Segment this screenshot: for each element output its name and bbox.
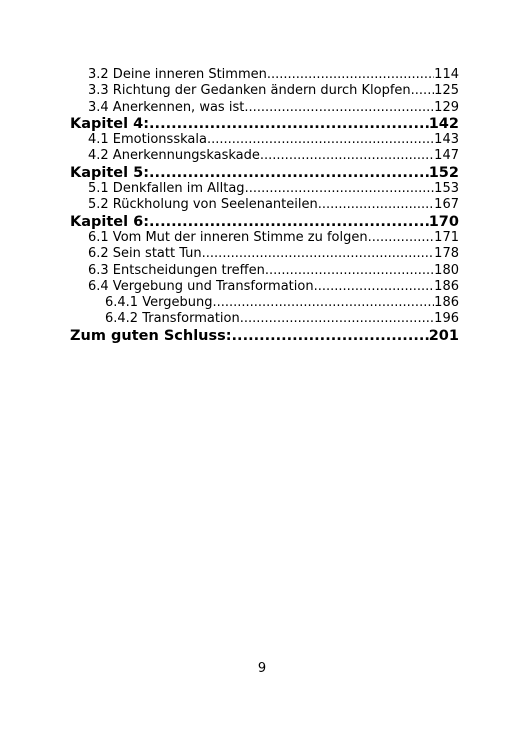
toc-entry-title: Zum guten Schluss: (70, 327, 232, 344)
toc-section-entry (70, 246, 459, 262)
toc-entry-title: 4.2 Anerkennungskaskade (88, 148, 260, 164)
toc-entry-page: 167 (434, 197, 459, 213)
toc-entry-title: 3.4 Anerkennen, was ist (88, 99, 245, 115)
toc-entry-title: Kapitel 5: (70, 164, 150, 181)
toc-section-entry (70, 263, 459, 279)
toc-dot-leader (149, 165, 429, 181)
toc-entry-page: 196 (434, 311, 459, 327)
toc-entry-title: 6.4.2 Transformation (105, 311, 240, 327)
toc-section-entry (70, 67, 459, 83)
toc-entry-page: 186 (434, 295, 459, 311)
toc-dot-leader (368, 230, 435, 246)
toc-entry-page: 171 (434, 229, 459, 245)
toc-dot-leader (265, 263, 434, 279)
toc-chapter-entry (70, 165, 459, 181)
toc-section-entry (70, 148, 459, 164)
toc-section-entry (70, 181, 459, 197)
toc-dot-leader (415, 83, 434, 99)
toc-entry-page: 147 (434, 148, 459, 164)
toc-entry-page: 153 (434, 181, 459, 197)
toc-section-entry (70, 279, 459, 295)
toc-entry-page: 114 (434, 67, 459, 82)
toc-entry-title: 4.1 Emotionsskala (88, 132, 207, 148)
toc-dot-leader (314, 279, 435, 295)
toc-dot-leader (244, 100, 434, 116)
toc-dot-leader (240, 311, 434, 327)
toc-entry-title: 3.3 Richtung der Gedanken ändern durch Klopfen. (88, 83, 415, 99)
toc-dot-leader (318, 197, 434, 213)
toc-entry-title: 6.3 Entscheidungen treffen (88, 262, 265, 278)
toc-dot-leader (267, 67, 434, 83)
toc-dot-leader (260, 148, 434, 164)
toc-entry-title: 6.1 Vom Mut der inneren Stimme zu folgen (88, 229, 368, 245)
toc-entry-page: 186 (434, 278, 459, 294)
toc-entry-title: 5.2 Rückholung von Seelenanteilen (88, 197, 318, 213)
toc-entry-page: 180 (434, 262, 459, 278)
toc-entry-page: 152 (428, 164, 459, 181)
toc-entry-title: 6.4.1 Vergebung (105, 295, 213, 311)
page-number: 9 (257, 661, 267, 676)
toc-entry-title: 5.1 Denkfallen im Alltag (88, 181, 245, 197)
toc-section-entry (70, 197, 459, 213)
toc-dot-leader (232, 328, 429, 344)
toc-entry-page: 143 (434, 132, 459, 148)
toc-section-entry (70, 132, 459, 148)
toc-dot-leader (202, 246, 435, 262)
toc-entry-title: 3.2 Deine inneren Stimmen (88, 67, 267, 82)
toc-chapter-entry (70, 214, 459, 230)
table-of-contents (70, 67, 459, 344)
toc-entry-page: 170 (428, 213, 459, 230)
toc-section-entry (70, 230, 459, 246)
toc-entry-page: 178 (434, 246, 459, 262)
toc-entry-page: 125 (434, 83, 459, 99)
toc-dot-leader (212, 295, 434, 311)
toc-dot-leader (207, 132, 434, 148)
toc-entry-title: 6.4 Vergebung und Transformation (88, 278, 314, 294)
toc-chapter-entry (70, 328, 459, 344)
toc-section-entry (70, 311, 459, 327)
toc-entry-page: 142 (428, 115, 459, 132)
toc-dot-leader (149, 116, 429, 132)
toc-dot-leader (149, 214, 429, 230)
toc-section-entry (70, 100, 459, 116)
toc-chapter-entry (70, 116, 459, 132)
toc-section-entry (70, 295, 459, 311)
toc-entry-title: 6.2 Sein statt Tun (88, 246, 202, 262)
toc-entry-page: 201 (428, 327, 459, 344)
toc-section-entry (70, 83, 459, 99)
toc-entry-title: Kapitel 6: (70, 213, 150, 230)
toc-entry-title: Kapitel 4: (70, 115, 150, 132)
toc-entry-page: 129 (434, 99, 459, 115)
toc-dot-leader (245, 181, 435, 197)
